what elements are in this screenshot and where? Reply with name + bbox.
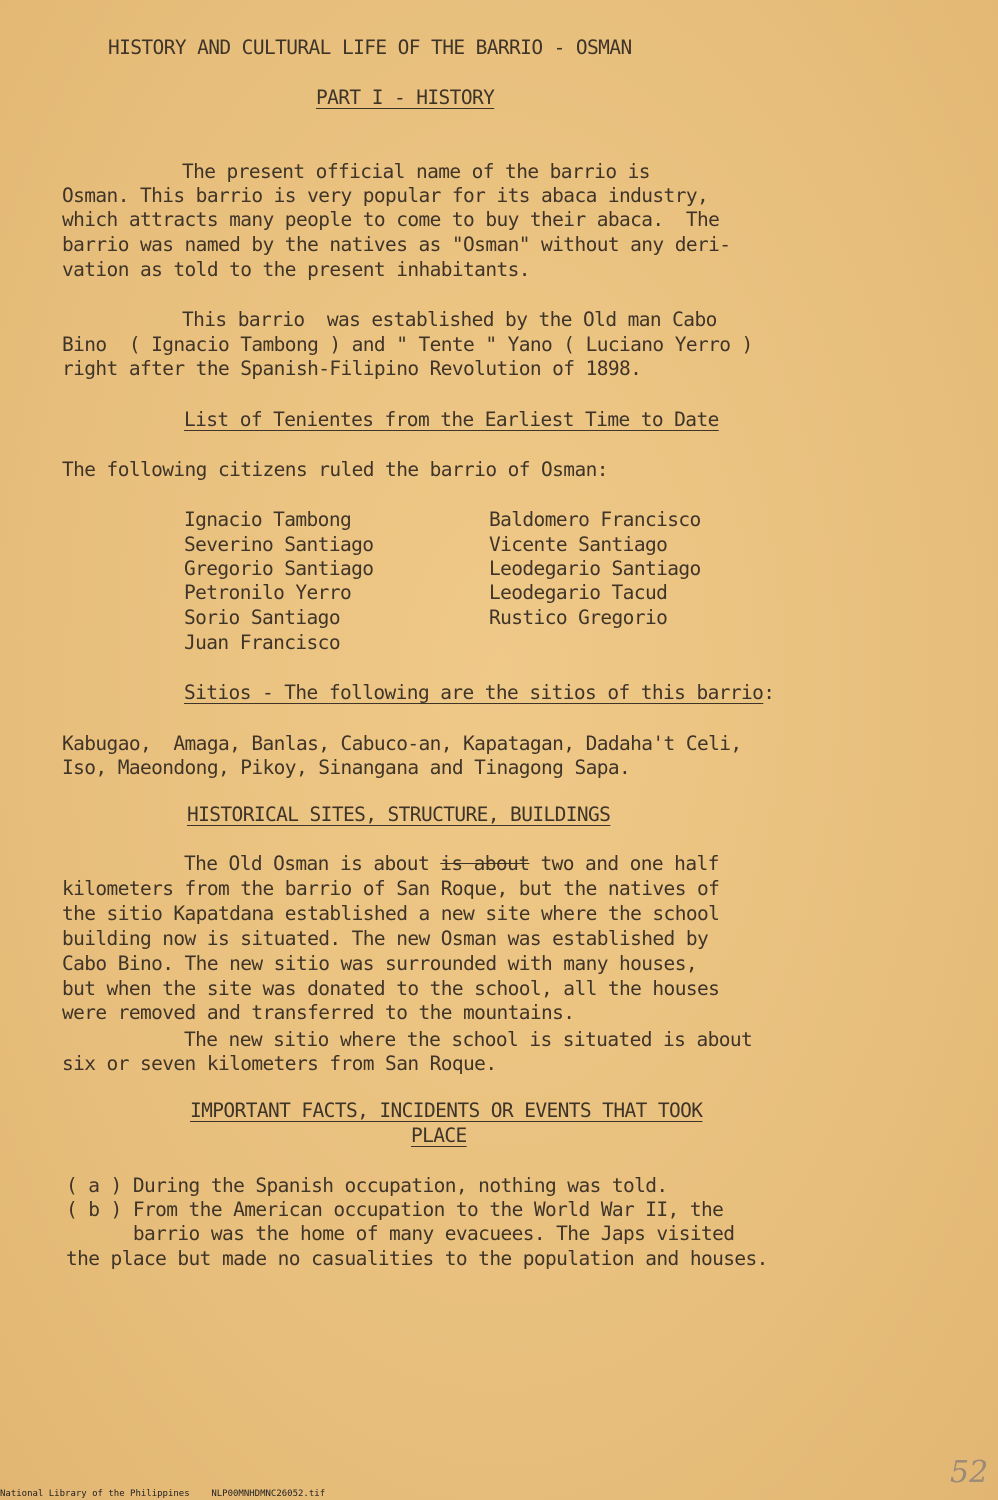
founding-line: right after the Spanish-Filipino Revolution of 1898. — [62, 357, 642, 380]
sitios-line: Iso, Maeondong, Pikoy, Sinangana and Tinagong Sapa. — [62, 756, 631, 779]
intro-line: which attracts many people to come to buy their abaca. The — [62, 208, 720, 231]
intro-line: The present official name of the barrio is — [182, 160, 650, 183]
teniente-name: Rustico Gregorio — [489, 606, 668, 629]
events-line: the place but made no casualities to the population and houses. — [66, 1247, 768, 1270]
teniente-name: Gregorio Santiago — [184, 557, 374, 580]
intro-line: vation as told to the present inhabitants. — [62, 258, 530, 281]
sitios-heading-colon: : — [763, 681, 775, 704]
teniente-name: Juan Francisco — [184, 631, 340, 654]
sitios-line: Kabugao, Amaga, Banlas, Cabuco-an, Kapatagan, Dadaha't Celi, — [62, 732, 742, 755]
teniente-name: Leodegario Tacud — [489, 581, 668, 604]
events-line: ( b ) From the American occupation to the World War II, the — [66, 1198, 724, 1221]
historical-text: two and one half — [529, 852, 719, 875]
historical-line: six or seven kilometers from San Roque. — [62, 1052, 497, 1075]
historical-line: The new sitio where the school is situated is about — [184, 1028, 753, 1051]
part-heading: PART I - HISTORY — [316, 86, 495, 109]
teniente-name: Leodegario Santiago — [489, 557, 701, 580]
sitios-heading — [184, 681, 774, 705]
tenientes-heading: List of Tenientes from the Earliest Time to Date — [184, 408, 719, 431]
teniente-name: Petronilo Yerro — [184, 581, 352, 604]
teniente-name: Sorio Santiago — [184, 606, 340, 629]
page-number: 52 — [950, 1455, 989, 1490]
tenientes-intro: The following citizens ruled the barrio of Osman: — [62, 458, 608, 481]
events-heading: PLACE — [411, 1124, 467, 1147]
footer-source: National Library of the Philippines NLP00MNHDMNC26052.tif — [0, 1489, 326, 1499]
intro-line: barrio was named by the natives as "Osman" without any deri- — [62, 233, 731, 256]
historical-line: building now is situated. The new Osman was established by — [62, 927, 709, 950]
historical-line: kilometers from the barrio of San Roque, but the natives of — [62, 877, 720, 900]
teniente-name: Vicente Santiago — [489, 533, 668, 556]
historical-line: were removed and transferred to the mountains. — [62, 1001, 575, 1024]
document-title: HISTORY AND CULTURAL LIFE OF THE BARRIO - OSMAN — [108, 36, 632, 59]
historical-line: but when the site was donated to the school, all the houses — [62, 977, 720, 1000]
events-heading: IMPORTANT FACTS, INCIDENTS OR EVENTS THAT TOOK — [190, 1099, 703, 1122]
historical-line: Cabo Bino. The new sitio was surrounded with many houses, — [62, 952, 697, 975]
events-line: barrio was the home of many evacuees. The Japs visited — [66, 1222, 735, 1245]
founding-line: This barrio was established by the Old man Cabo — [182, 308, 717, 331]
founding-line: Bino ( Ignacio Tambong ) and " Tente " Yano ( Luciano Yerro ) — [62, 333, 753, 356]
historical-line — [184, 852, 719, 876]
historical-heading: HISTORICAL SITES, STRUCTURE, BUILDINGS — [187, 803, 611, 826]
teniente-name: Severino Santiago — [184, 533, 374, 556]
teniente-name: Baldomero Francisco — [489, 508, 701, 531]
historical-line: the sitio Kapatdana established a new site where the school — [62, 902, 720, 925]
events-line: ( a ) During the Spanish occupation, nothing was told. — [66, 1174, 668, 1197]
intro-line: Osman. This barrio is very popular for its abaca industry, — [62, 184, 709, 207]
teniente-name: Ignacio Tambong — [184, 508, 352, 531]
struck-text: is about — [440, 852, 530, 875]
sitios-heading-text: Sitios - The following are the sitios of this barrio — [184, 681, 764, 704]
historical-text: The Old Osman is about — [184, 852, 441, 875]
